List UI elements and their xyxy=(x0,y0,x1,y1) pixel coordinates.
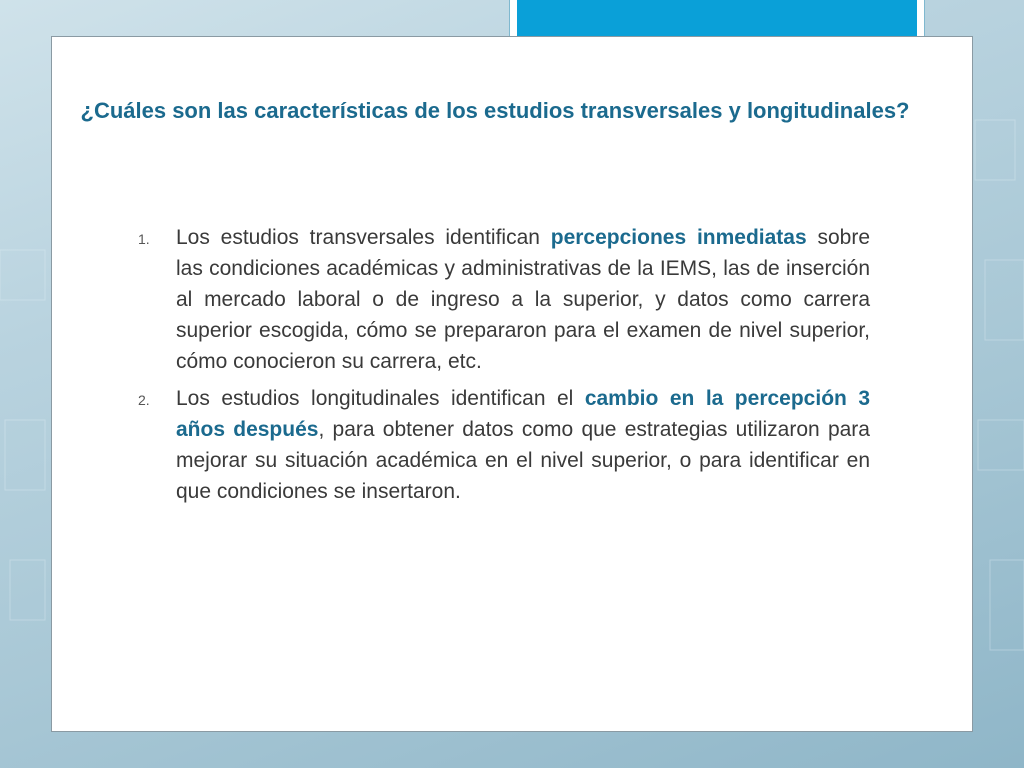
list-item-text: , para obtener datos como que estrategias utilizaron para mejorar su situación académica en el nivel superior, o para identificar en que condiciones se insertaron. xyxy=(176,418,870,503)
slide-title: ¿Cuáles son las características de los estudios transversales y longitudinales? xyxy=(80,98,910,123)
list-item-number: 2. xyxy=(138,392,150,408)
list-item-text: sobre las condiciones académicas y administrativas de la IEMS, las de inserción al mercado laboral o de ingreso a la superior, y datos como carrera superior escogida, cómo se prepararon para el examen de nivel superior, cómo conocieron su carrera, etc. xyxy=(176,226,870,373)
slide-content xyxy=(130,222,870,513)
list-item xyxy=(130,222,870,377)
highlight-text: cambio en la percepción 3 años después xyxy=(176,387,871,441)
list-item-text: Los estudios longitudinales identifican el xyxy=(176,387,585,410)
highlight-text: percepciones inmediatas xyxy=(550,226,807,249)
list-item-text: Los estudios transversales identifican xyxy=(176,226,551,249)
list-item xyxy=(130,383,870,507)
list-item-number: 1. xyxy=(138,231,150,247)
